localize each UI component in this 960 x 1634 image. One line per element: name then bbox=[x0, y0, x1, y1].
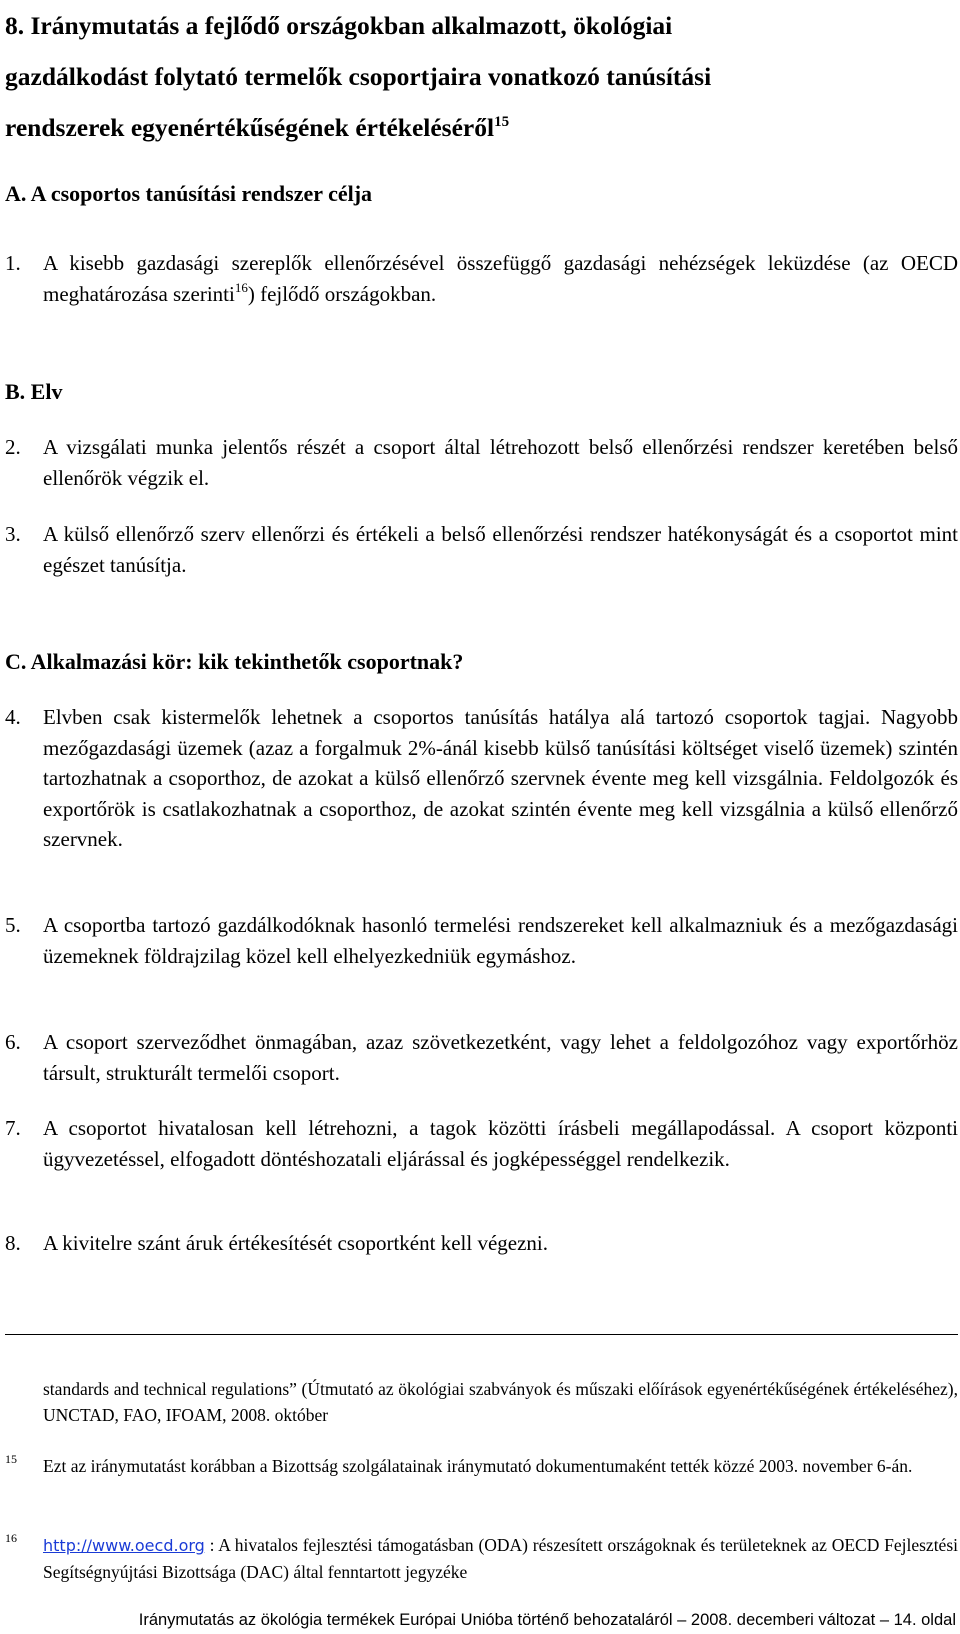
footnote-text: http://www.oecd.org : A hivatalos fejlesztési támogatásban (ODA) részesített országoknak és területeknek az OECD Fejlesztési Segítségnyújtási Bizottsága (DAC) által fenntartott jegyzéke bbox=[43, 1535, 958, 1582]
list-item-7 bbox=[5, 1113, 958, 1174]
item-number: 2. bbox=[5, 435, 21, 459]
footnote-separator bbox=[5, 1334, 958, 1335]
footnote-text: standards and technical regulations” (Útmutató az ökológiai szabványok és műszaki előírások egyenértékűségének értékeléséhez), UNCTAD, FAO, IFOAM, 2008. október bbox=[43, 1379, 958, 1425]
item-text: A csoport szerveződhet önmagában, azaz szövetkezetként, vagy lehet a feldolgozóhoz vagy exportőrhöz társult, strukturált termelői csoport. bbox=[43, 1030, 958, 1085]
oecd-link[interactable]: http://www.oecd.org bbox=[43, 1536, 205, 1555]
item-text: A kisebb gazdasági szereplők ellenőrzésével összefüggő gazdasági nehézségek leküzdése (az OECD meghatározása szerinti$^{16}$) fejlődő országokban. bbox=[43, 251, 958, 306]
page-footer bbox=[0, 1610, 960, 1630]
item-text: A külső ellenőrző szerv ellenőrzi és értékeli a belső ellenőrzési rendszer hatékonyságát és a csoportot mint egészet tanúsítja. bbox=[43, 522, 958, 577]
footnote-ref-15[interactable]: 15 bbox=[494, 114, 510, 130]
list-item-2 bbox=[5, 432, 958, 493]
footnote-15 bbox=[5, 1453, 958, 1479]
item-text: Elvben csak kistermelők lehetnek a csoportos tanúsítás hatálya alá tartozó csoportok tagjai. Nagyobb mezőgazdasági üzemek (azaz a forgalmuk 2%-ánál kisebb külső tanúsítási költséget viselő üzemek) szintén tartozhatnak a csoporthoz, de azokat a külső ellenőrző szervnek évente meg kell vizsgálnia. Feldolgozók és exportőrök is csatlakozhatnak a csoporthoz, de azokat szintén évente meg kell vizsgálnia a külső ellenőrző szervnek. bbox=[43, 705, 958, 851]
item-number: 3. bbox=[5, 522, 21, 546]
footnote-number: 15 bbox=[5, 1452, 17, 1466]
footnote-continuation bbox=[5, 1376, 958, 1428]
footnote-ref-16[interactable]: 16 bbox=[234, 279, 248, 295]
footnote-text: Ezt az iránymutatást korábban a Bizottság szolgálatainak iránymutató dokumentumaként tették közzé 2003. november 6-án. bbox=[43, 1456, 913, 1476]
title-line-2: gazdálkodást folytató termelők csoportjaira vonatkozó tanúsítási bbox=[5, 62, 712, 91]
item-number: 7. bbox=[5, 1116, 21, 1140]
footnote-number: 16 bbox=[5, 1531, 17, 1545]
item-number: 6. bbox=[5, 1030, 21, 1054]
item-number: 8. bbox=[5, 1231, 21, 1255]
item-number: 5. bbox=[5, 913, 21, 937]
item-text: A vizsgálati munka jelentős részét a csoport által létrehozott belső ellenőrzési rendszer keretében belső ellenőrök végzik el. bbox=[43, 435, 958, 490]
title-line-3: rendszerek egyenértékűségének értékeléséről bbox=[5, 113, 495, 142]
list-item-5 bbox=[5, 910, 958, 971]
item-text: A csoportot hivatalosan kell létrehozni, a tagok közötti írásbeli megállapodással. A csoport központi ügyvezetéssel, elfogadott döntéshozatali eljárással és jogképességgel rendelkezik. bbox=[43, 1116, 958, 1171]
title-line-1: 8. Iránymutatás a fejlődő országokban alkalmazott, ökológiai bbox=[5, 11, 673, 40]
list-item-8 bbox=[5, 1228, 958, 1259]
list-item-4 bbox=[5, 702, 958, 855]
page-title bbox=[5, 0, 955, 153]
section-heading-b: B. Elv bbox=[5, 379, 63, 404]
item-text: A kivitelre szánt áruk értékesítését csoportként kell végezni. bbox=[43, 1231, 548, 1255]
section-heading-a: A. A csoportos tanúsítási rendszer célja bbox=[5, 181, 373, 206]
footer-text: Iránymutatás az ökológia termékek Európai Unióba történő behozataláról – 2008. decemberi változat – 14. oldal bbox=[138, 1611, 956, 1629]
list-item-1 bbox=[5, 248, 958, 309]
footnote-16 bbox=[5, 1532, 958, 1585]
item-number: 4. bbox=[5, 705, 21, 729]
list-item-3 bbox=[5, 519, 958, 580]
item-number: 1. bbox=[5, 251, 21, 275]
section-heading-c: C. Alkalmazási kör: kik tekinthetők csoportnak? bbox=[5, 649, 464, 674]
item-text: A csoportba tartozó gazdálkodóknak hasonló termelési rendszereket kell alkalmazniuk és a mezőgazdasági üzemeknek földrajzilag közel kell elhelyezkedniük egymáshoz. bbox=[43, 913, 958, 968]
list-item-6 bbox=[5, 1027, 958, 1088]
